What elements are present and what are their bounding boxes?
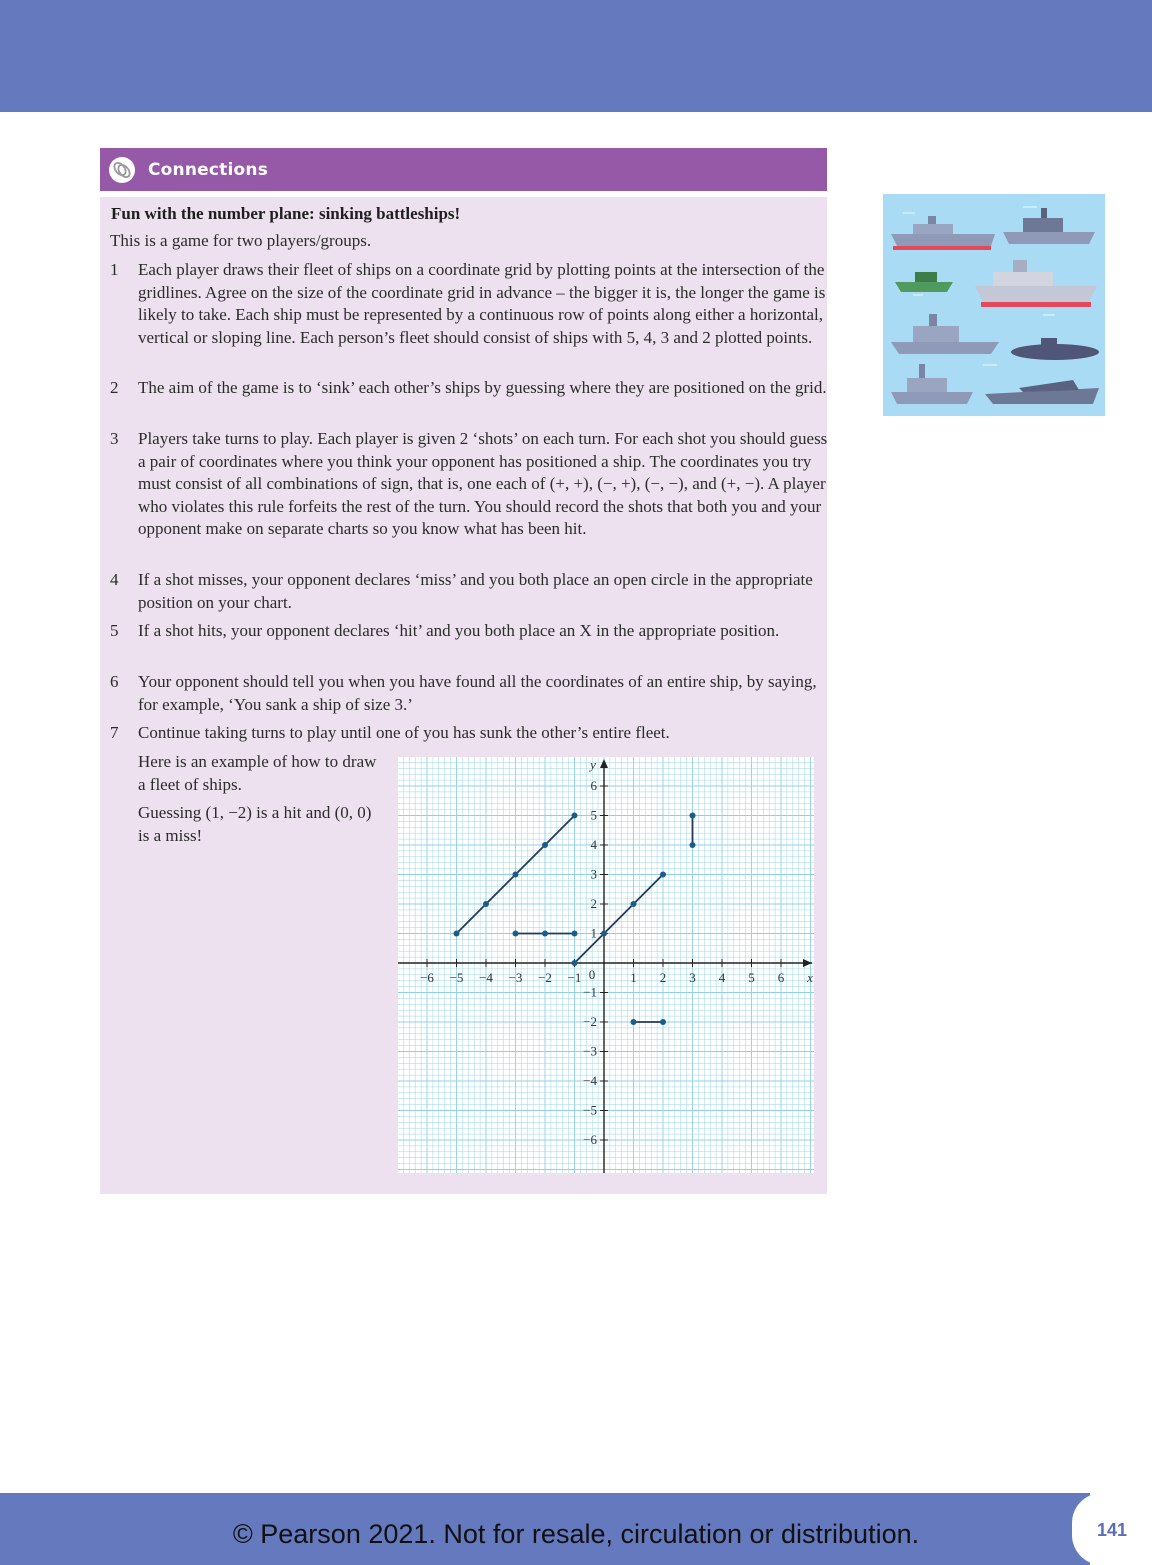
y-tick-label: −6	[583, 1132, 597, 1147]
step-number: 7	[110, 723, 119, 742]
x-tick-label: −6	[420, 970, 434, 985]
x-tick-label: 6	[777, 970, 785, 985]
ship-point	[601, 931, 607, 937]
y-tick-label: −4	[583, 1073, 597, 1088]
ship-point	[542, 842, 548, 848]
y-tick-label: 1	[590, 925, 597, 941]
y-tick-label: −5	[583, 1102, 597, 1118]
note-text: Guessing (1, −2) is a hit and (0, 0) is a miss!	[138, 803, 372, 845]
ship-point	[631, 901, 637, 907]
note-text: Here is an example of how to draw a fleet of ships.	[138, 752, 377, 794]
step-number: 1	[110, 260, 119, 279]
step-text: If a shot hits, your opponent declares ‘hit’ and you both place an X in the appropriate position.	[138, 621, 780, 640]
x-tick-label: −2	[538, 970, 552, 985]
intro-text: This is a game for two players/groups.	[110, 231, 372, 250]
step-number: 4	[110, 570, 119, 589]
y-tick-label: 6	[590, 778, 597, 793]
x-tick-label: 1	[630, 970, 637, 985]
ship-point	[631, 1019, 637, 1025]
step-number: 6	[110, 672, 119, 691]
step-text: Continue taking turns to play until one of you has sunk the other’s entire fleet.	[138, 723, 670, 742]
y-tick-label: 5	[590, 807, 597, 823]
y-tick-label: 2	[590, 896, 597, 911]
y-tick-label: −2	[583, 1014, 597, 1029]
paperclip-icon	[109, 157, 135, 183]
activity-heading: Fun with the number plane: sinking battleships!	[111, 204, 461, 223]
ship-point	[483, 901, 489, 907]
step-number: 3	[110, 429, 119, 448]
y-tick-label: 3	[590, 866, 597, 882]
coordinate-plane	[398, 757, 814, 1173]
step-text: Your opponent should tell you when you have found all the coordinates of an entire ship, by saying, for example, ‘You sank a ship of size 3.’	[138, 672, 817, 714]
y-tick-label: −3	[583, 1043, 597, 1059]
x-tick-label: 4	[718, 970, 726, 985]
step-text: Each player draws their fleet of ships on a coordinate grid by plotting points at the intersection of the gridlines. Agree on the size of the coordinate grid in advance – the bigger it is, the longer the game is likely to take. Each ship must be represented by a continuous row of points along either a horizontal, vertical or sloping line. Each person’s fleet should consist of ships with 5, 4, 3 and 2 plotted points.	[138, 260, 826, 347]
ship-point	[454, 931, 460, 937]
step-text: Players take turns to play. Each player is given 2 ‘shots’ on each turn. For each shot you should guess a pair of coordinates where you think your opponent has positioned a ship. The coordinates you try must consist of all combinations of sign, that is, one each of (+, +), (−, +), (−, −), and (+, −). A player who violates this rule forfeits the rest of the turn. You should record the shots that both you and your opponent make on separate charts so you know what has been hit.	[138, 429, 828, 538]
x-tick-label: 5	[748, 970, 755, 985]
section-label: Connections	[148, 160, 269, 180]
ship-point	[572, 813, 578, 819]
x-tick-label: 3	[689, 970, 696, 985]
y-tick-label: −1	[583, 984, 597, 1000]
y-axis-label: y	[590, 757, 596, 772]
page-number: 141	[1096, 1520, 1128, 1540]
x-tick-label: −1	[567, 970, 582, 985]
step-number: 2	[110, 378, 119, 397]
top-banner	[0, 0, 1152, 112]
x-tick-label: −5	[449, 970, 464, 985]
ship-point	[513, 872, 519, 878]
step-text: If a shot misses, your opponent declares ‘miss’ and you both place an open circle in the appropriate position on your chart.	[138, 570, 813, 612]
origin-label: 0	[588, 967, 596, 982]
ship-point	[572, 931, 578, 937]
x-tick-label: 2	[659, 970, 667, 985]
content-panel	[100, 197, 827, 1194]
y-tick-label: 4	[590, 837, 597, 852]
ship-point	[572, 960, 578, 966]
x-tick-label: −3	[508, 970, 523, 985]
ship-point	[690, 813, 696, 819]
ship-point	[542, 931, 548, 937]
battleships-illustration	[883, 194, 1105, 421]
copyright-text: © Pearson 2021. Not for resale, circulation or distribution.	[232, 1519, 920, 1549]
x-tick-label: −4	[479, 970, 493, 985]
x-axis-label: x	[807, 970, 813, 985]
coordinate-graph	[398, 757, 814, 1178]
ship-point	[660, 1019, 666, 1025]
connections-header	[100, 148, 827, 191]
ship-point	[513, 931, 519, 937]
step-text: The aim of the game is to ‘sink’ each other’s ships by guessing where they are positioned on the grid.	[138, 378, 827, 397]
ship-point	[690, 842, 696, 848]
step-number: 5	[110, 621, 119, 640]
ship-point	[660, 872, 666, 878]
footer-bar	[0, 1493, 1090, 1565]
